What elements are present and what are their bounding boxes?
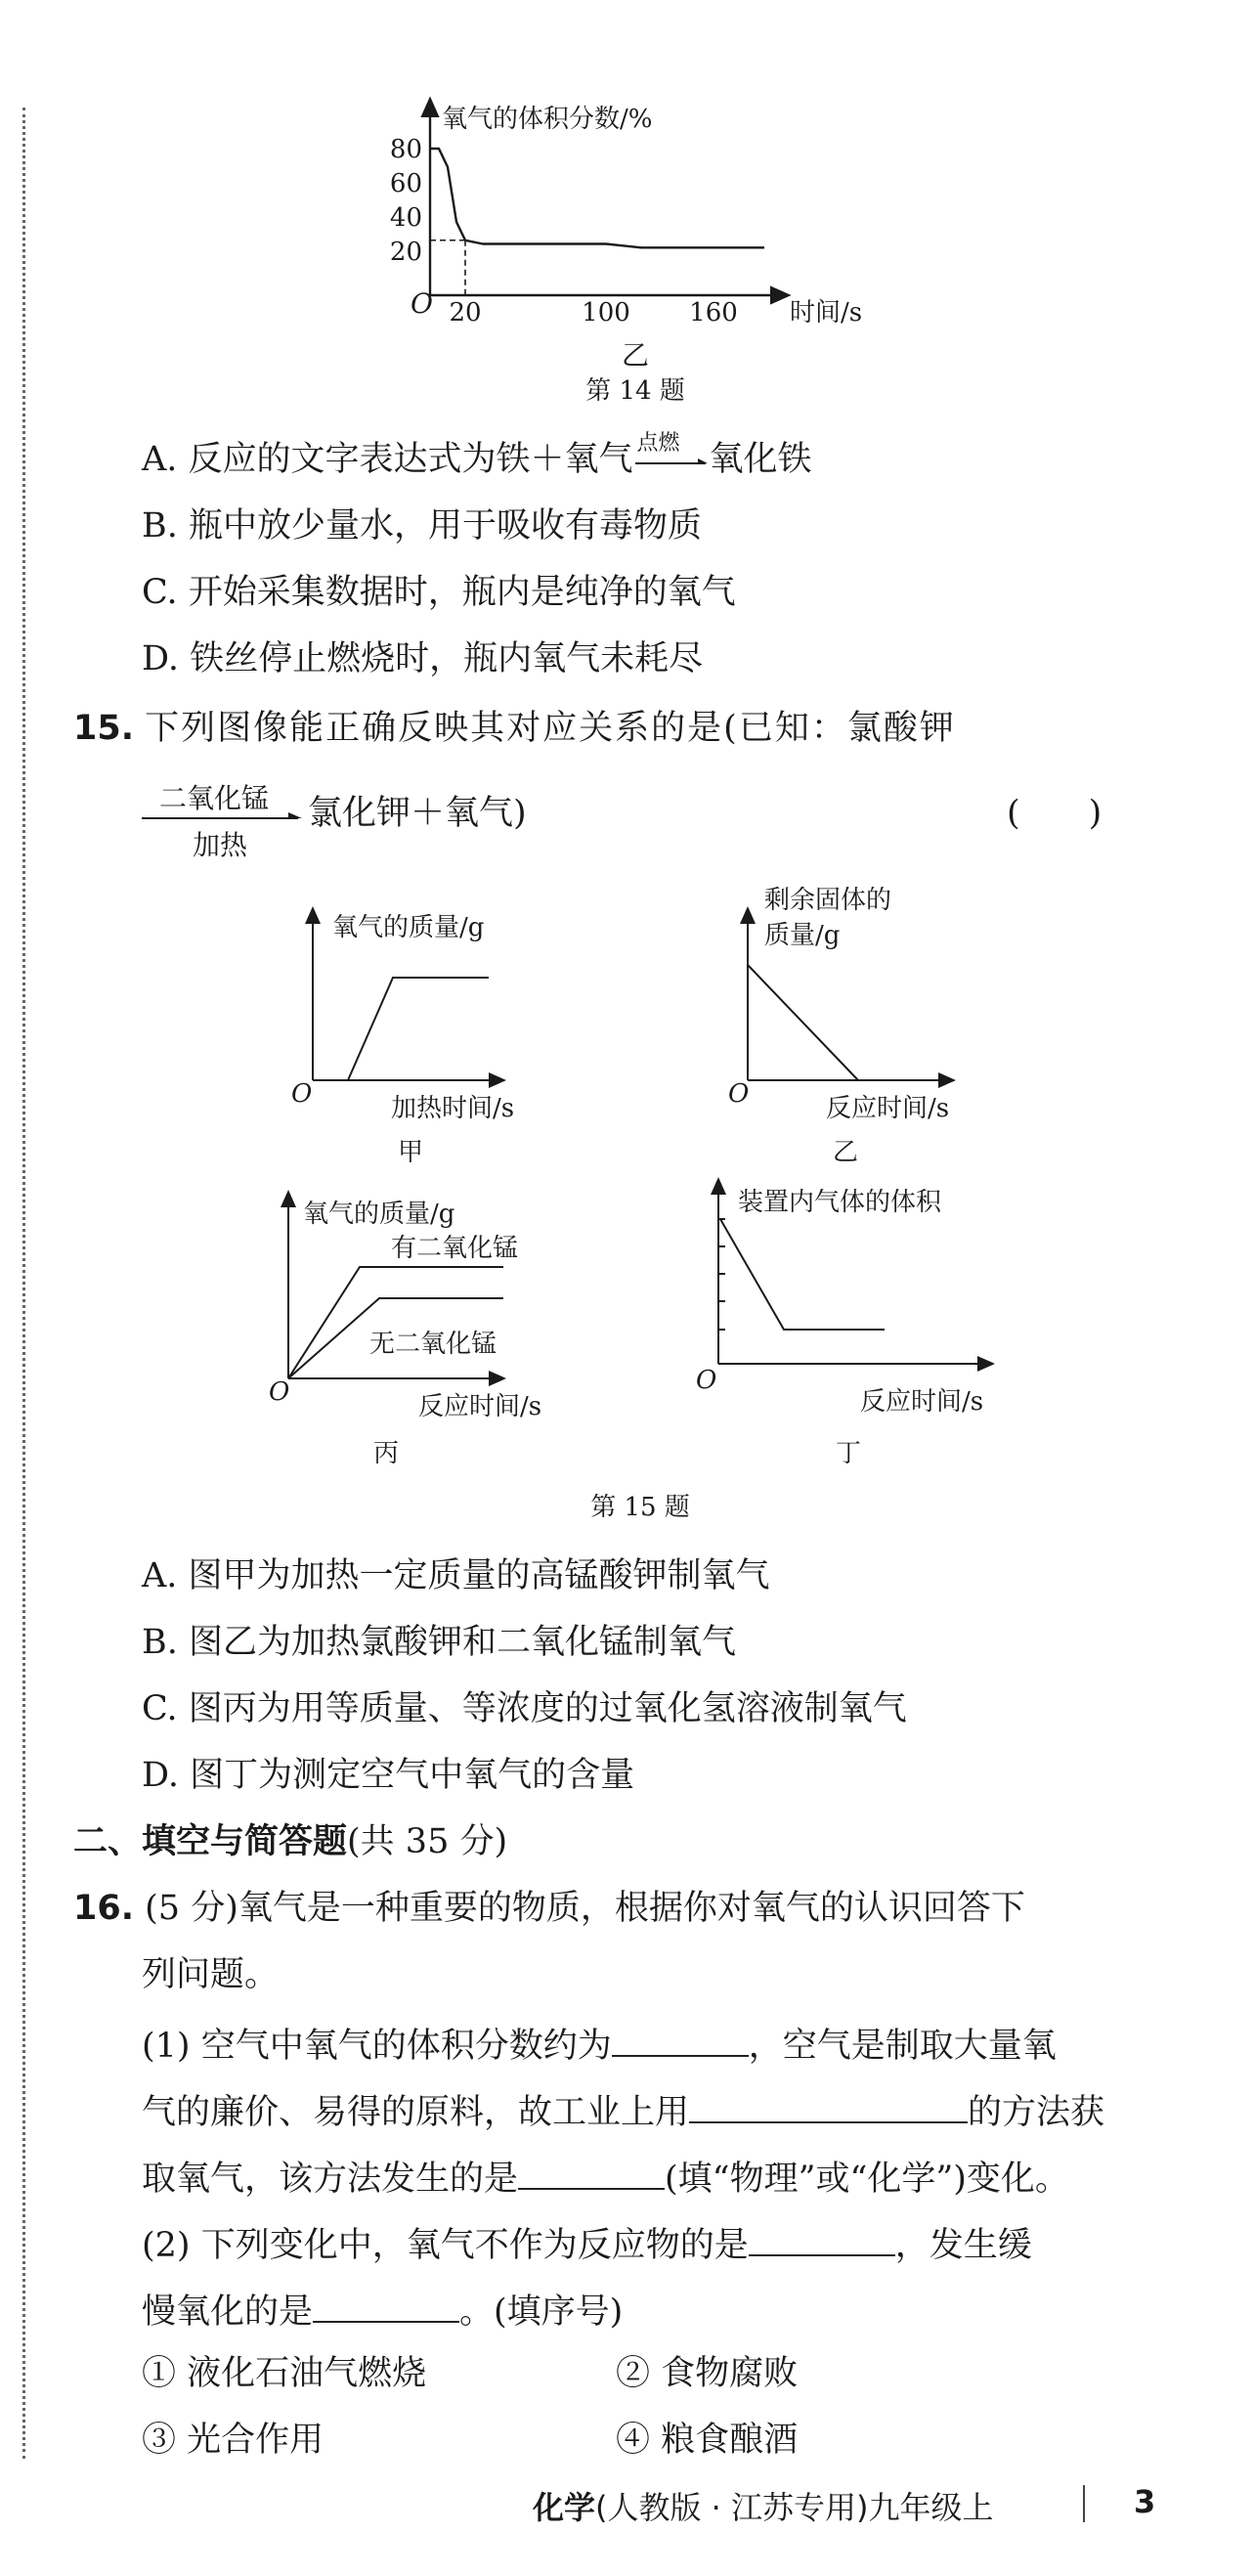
answer-blank[interactable] bbox=[612, 2022, 749, 2057]
q14-chart bbox=[371, 88, 919, 411]
q16-choice-1: ① 液化石油气燃烧 bbox=[142, 2354, 427, 2393]
answer-bracket: ( ) bbox=[1007, 794, 1103, 833]
origin-label: O bbox=[696, 1366, 717, 1395]
oxygen-fraction-line bbox=[430, 149, 764, 247]
y-axis-label: 质量/g bbox=[764, 921, 841, 950]
answer-blank[interactable] bbox=[689, 2088, 968, 2123]
q15-option-b: B. 图乙为加热氯酸钾和二氧化锰制氧气 bbox=[142, 1623, 736, 1662]
answer-blank[interactable] bbox=[518, 2155, 665, 2190]
gas-volume-curve bbox=[720, 1219, 885, 1330]
origin-label: O bbox=[411, 287, 433, 320]
x-axis-label: 反应时间/s bbox=[860, 1387, 984, 1417]
y-axis-label: 装置内气体的体积 bbox=[738, 1188, 942, 1217]
q16-choice-3: ③ 光合作用 bbox=[142, 2421, 324, 2460]
reaction-arrow: 点燃 bbox=[633, 440, 710, 479]
q14-option-c: C. 开始采集数据时，瓶内是纯净的氧气 bbox=[142, 573, 736, 612]
graph-name: 丙 bbox=[372, 1439, 400, 1468]
oxygen-mass-curve bbox=[348, 978, 489, 1080]
q16-part2-line1: (2) 下列变化中，氧气不作为反应物的是 ，发生缓 bbox=[142, 2221, 1032, 2265]
x-tick-label: 20 bbox=[449, 298, 482, 327]
origin-label: O bbox=[269, 1377, 290, 1407]
origin-label: O bbox=[291, 1079, 313, 1109]
page-number: 3 bbox=[1134, 2483, 1156, 2520]
graph-jia bbox=[291, 913, 514, 1167]
y-tick-label: 60 bbox=[389, 169, 422, 198]
x-axis-label: 反应时间/s bbox=[826, 1094, 950, 1123]
graph-name: 丁 bbox=[835, 1439, 862, 1468]
q16-line1: 16. (5 分)氧气是一种重要的物质，根据你对氧气的认识回答下 bbox=[73, 1889, 1025, 1928]
q14-option-d: D. 铁丝停止燃烧时，瓶内氧气未耗尽 bbox=[142, 639, 704, 678]
x-tick-label: 100 bbox=[582, 298, 630, 327]
y-tick-label: 20 bbox=[389, 238, 422, 267]
q16-choice-2: ② 食物腐败 bbox=[616, 2354, 799, 2393]
y-tick-marks bbox=[718, 1219, 725, 1330]
question-number: 16. bbox=[73, 1889, 135, 1928]
y-axis-label: 剩余固体的 bbox=[764, 886, 892, 915]
y-tick-label: 40 bbox=[389, 203, 422, 233]
q15-graphs bbox=[264, 885, 1046, 1530]
q16-part1-line2: 气的廉价、易得的原料，故工业上用 的方法获 bbox=[142, 2088, 1104, 2132]
curve-label: 无二氧化锰 bbox=[369, 1330, 497, 1359]
reaction-arrow-mno2: 二氧化锰 加热 bbox=[142, 777, 308, 855]
answer-blank[interactable] bbox=[749, 2221, 895, 2256]
origin-label: O bbox=[728, 1079, 750, 1109]
x-axis-label: 反应时间/s bbox=[418, 1392, 542, 1421]
q15-stem-end: 氯化钾＋氧气) bbox=[308, 794, 527, 833]
solid-mass-curve bbox=[748, 965, 858, 1080]
x-tick-label: 160 bbox=[689, 298, 738, 327]
curve-label: 有二氧化锰 bbox=[391, 1234, 519, 1263]
question-number: 15. bbox=[73, 709, 135, 748]
q16-choice-4: ④ 粮食酿酒 bbox=[616, 2421, 799, 2460]
q15-option-c: C. 图丙为用等质量、等浓度的过氧化氢溶液制氧气 bbox=[142, 1689, 907, 1728]
chart-sublabel: 乙 bbox=[621, 339, 650, 371]
q15-stem: 15. 下列图像能正确反映其对应关系的是(已知：氯酸钾 bbox=[73, 709, 956, 748]
q15-option-a: A. 图甲为加热一定质量的高锰酸钾制氧气 bbox=[142, 1556, 770, 1595]
figure-caption: 第 15 题 bbox=[590, 1493, 690, 1522]
x-axis-label: 时间/s bbox=[790, 298, 863, 327]
binding-dotted-line bbox=[22, 108, 25, 2459]
graph-yi bbox=[728, 886, 949, 1167]
graph-ding bbox=[696, 1185, 987, 1468]
figure-caption: 第 14 题 bbox=[585, 376, 685, 406]
y-axis-label: 氧气的体积分数/% bbox=[442, 105, 653, 134]
with-mno2-curve bbox=[288, 1267, 503, 1378]
x-axis-label: 加热时间/s bbox=[391, 1094, 515, 1123]
graph-bing bbox=[269, 1198, 541, 1468]
q16-line2: 列问题。 bbox=[142, 1955, 280, 1994]
q16-part1-line1: (1) 空气中氧气的体积分数约为 ，空气是制取大量氧 bbox=[142, 2022, 1057, 2066]
q14-option-a: A. 反应的文字表达式为铁＋氧气 点燃 氧化铁 bbox=[142, 431, 812, 479]
q16-part2-line2: 慢氧化的是 。(填序号) bbox=[142, 2288, 623, 2332]
q14-option-b: B. 瓶中放少量水，用于吸收有毒物质 bbox=[142, 506, 702, 546]
answer-blank[interactable] bbox=[313, 2288, 459, 2323]
q15-option-d: D. 图丁为测定空气中氧气的含量 bbox=[142, 1756, 635, 1795]
footer-divider bbox=[1083, 2485, 1085, 2522]
y-axis-label: 氧气的质量/g bbox=[303, 1200, 455, 1229]
section-heading: 二、填空与简答题(共 35 分) bbox=[73, 1822, 508, 1861]
graph-name: 乙 bbox=[832, 1138, 859, 1167]
y-axis-label: 氧气的质量/g bbox=[332, 913, 485, 942]
q14-data-layer bbox=[430, 149, 764, 295]
y-tick-label: 80 bbox=[389, 135, 422, 164]
graph-name: 甲 bbox=[397, 1138, 424, 1167]
footer-book-title: 化学(人教版 · 江苏专用)九年级上 bbox=[533, 2489, 994, 2526]
q16-part1-line3: 取氧气，该方法发生的是 (填“物理”或“化学”)变化。 bbox=[142, 2155, 1069, 2199]
